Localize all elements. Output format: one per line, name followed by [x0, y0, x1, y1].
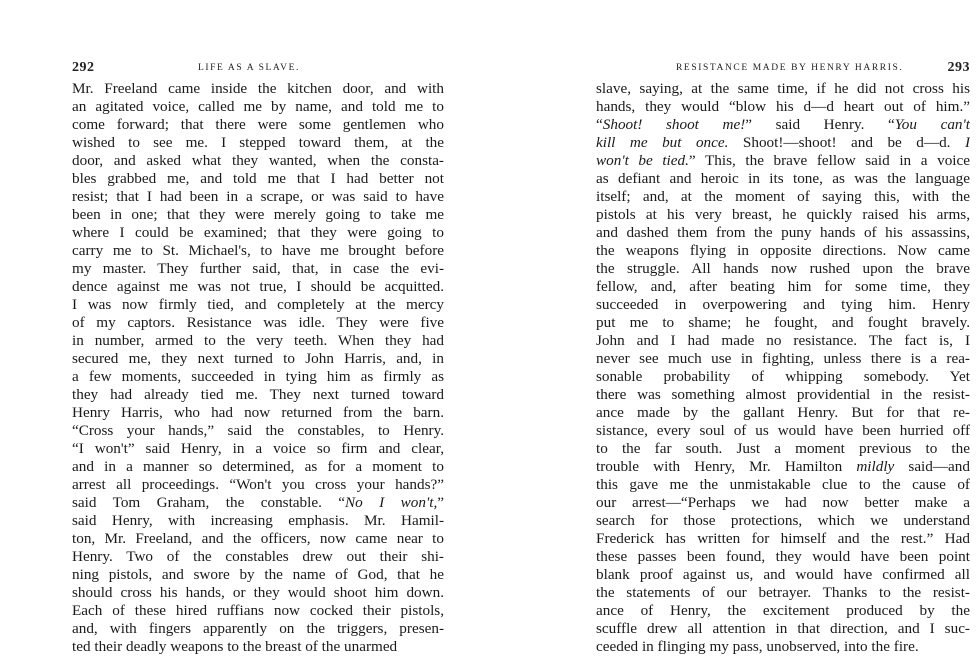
text-line: [596, 80, 970, 98]
text-segment: come forward; that there were some gentlemen who: [72, 116, 444, 133]
text-segment: “I won't” said Henry, in a voice so firm and clear,: [72, 440, 444, 457]
text-segment: said Henry, with increasing emphasis. Mr. Hamil-: [72, 512, 444, 529]
text-line: [596, 386, 970, 404]
text-line: [72, 404, 444, 422]
text-line: [596, 332, 970, 350]
text-segment: secured me, they next turned to John Harris, and, in: [72, 350, 444, 367]
text-line: [596, 422, 970, 440]
text-segment: said Tom Graham, the constable. “: [72, 494, 346, 511]
text-segment: dence against me was not true, I should be acquitted.: [72, 278, 444, 295]
text-segment: itself; and, at the moment of saying this, with the: [596, 188, 970, 205]
text-segment: to the far south. Just a moment previous to the: [596, 440, 970, 457]
text-segment: and dashed them from the puny hands of his assassins,: [596, 224, 970, 241]
text-segment: ” This, the brave fellow said in a voice: [688, 152, 970, 169]
text-line: [72, 170, 444, 188]
text-line: [596, 152, 970, 170]
text-line: [72, 566, 444, 584]
text-line: [596, 458, 970, 476]
text-line: [596, 530, 970, 548]
italic-text: won't be tied.: [596, 152, 689, 169]
text-segment: and in a manner so determined, as for a moment to: [72, 458, 444, 475]
text-line: [596, 296, 970, 314]
text-line: [596, 638, 970, 656]
text-segment: been in one; that they were merely going to take me: [72, 206, 444, 223]
text-line: [596, 188, 970, 206]
text-segment: scuffle drew all attention in that direction, and I suc-: [596, 620, 970, 637]
text-segment: and, with fingers apparently on the triggers, presen-: [72, 620, 444, 637]
text-line: [72, 422, 444, 440]
text-segment: John and I had made no resistance. The fact is, I: [596, 332, 970, 349]
text-line: [72, 134, 444, 152]
body-text: [596, 80, 970, 656]
text-line: [72, 116, 444, 134]
running-head: LIFE AS A SLAVE.: [198, 63, 300, 73]
italic-text: mildly: [856, 458, 895, 475]
text-segment: search for those protections, which we understand: [596, 512, 970, 529]
text-line: [596, 476, 970, 494]
text-line: [596, 278, 970, 296]
text-segment: ance made by the gallant Henry. But for that re-: [596, 404, 970, 421]
italic-text: You can't: [894, 116, 970, 133]
text-line: [596, 98, 970, 116]
italic-text: Shoot! shoot me!: [602, 116, 746, 133]
text-segment: door, and asked what they wanted, when the consta-: [72, 152, 444, 169]
text-segment: never see much use in fighting, unless there is a rea-: [596, 350, 970, 367]
text-line: [596, 566, 970, 584]
text-segment: this gave me the unmistakable clue to the cause of: [596, 476, 970, 493]
text-line: [72, 512, 444, 530]
text-line: [72, 98, 444, 116]
text-segment: Frederick has written for himself and the rest.” Had: [596, 530, 970, 547]
text-line: [72, 548, 444, 566]
text-line: [596, 620, 970, 638]
text-line: [72, 152, 444, 170]
text-segment: resist; that I had been in a scrape, or was said to have: [72, 188, 444, 205]
text-line: [72, 386, 444, 404]
text-segment: fellow, and, after beating him for some time, they: [596, 278, 970, 295]
text-line: [72, 350, 444, 368]
text-segment: the struggle. All hands now rushed upon the brave: [596, 260, 970, 277]
running-head: RESISTANCE MADE BY HENRY HARRIS.: [676, 63, 904, 73]
text-line: [72, 602, 444, 620]
text-segment: should cross his hands, or they would shoot him down.: [72, 584, 444, 601]
text-segment: where I could be examined; that they were going to: [72, 224, 444, 241]
text-line: [72, 296, 444, 314]
text-line: [72, 584, 444, 602]
text-line: [596, 116, 970, 134]
text-segment: pistols at his very breast, he quickly raised his arms,: [596, 206, 970, 223]
text-segment: they had already tied me. They next turned toward: [72, 386, 444, 403]
text-segment: of my captors. Resistance was idle. They were five: [72, 314, 444, 331]
text-line: [596, 260, 970, 278]
text-segment: slave, saying, at the same time, if he did not cross his: [596, 80, 970, 97]
text-segment: arrest all proceedings. “Won't you cross your hands?”: [72, 476, 444, 493]
text-line: [72, 494, 444, 512]
text-segment: my master. They further said, that, in case the evi-: [72, 260, 444, 277]
text-segment: said—and: [894, 458, 970, 475]
text-line: [72, 458, 444, 476]
text-line: [72, 620, 444, 638]
page-header: [596, 60, 970, 78]
text-segment: succeeded in overpowering and tying him. Henry: [596, 296, 970, 313]
page-header: [72, 60, 442, 78]
text-line: [596, 134, 970, 152]
text-line: [72, 314, 444, 332]
text-line: [72, 368, 444, 386]
text-line: [72, 278, 444, 296]
text-segment: ”: [437, 494, 444, 511]
text-segment: the weapons flying in opposite directions. Now came: [596, 242, 970, 259]
text-segment: I was now firmly tied, and completely at the mercy: [72, 296, 444, 313]
text-segment: Shoot!—shoot! and be d—d.: [728, 134, 965, 151]
text-line: [596, 548, 970, 566]
text-segment: there was something almost providential in the resist-: [596, 386, 970, 403]
text-line: [596, 242, 970, 260]
text-segment: Each of these hired ruffians now cocked their pistols,: [72, 602, 444, 619]
text-segment: an agitated voice, called me by name, and told me to: [72, 98, 444, 115]
body-text: [72, 80, 444, 656]
text-line: [596, 206, 970, 224]
text-segment: sonable probability of whipping somebody. Yet: [596, 368, 970, 385]
text-line: [596, 440, 970, 458]
text-line: [596, 494, 970, 512]
text-segment: as defiant and heroic in its tone, as was the language: [596, 170, 970, 187]
text-segment: carry me to St. Michael's, to have me brought before: [72, 242, 444, 259]
italic-text: I: [964, 134, 970, 151]
text-line: [72, 530, 444, 548]
text-segment: in number, armed to the very teeth. When they had: [72, 332, 444, 349]
text-line: [72, 188, 444, 206]
page-number: 293: [947, 60, 970, 75]
italic-text: kill me but once.: [596, 134, 729, 151]
text-segment: these passes been found, they would have been point: [596, 548, 970, 565]
text-segment: hands, they would “blow his d—d heart out of him.”: [596, 98, 970, 115]
text-line: [72, 332, 444, 350]
right-page: [490, 0, 980, 668]
text-line: [596, 404, 970, 422]
text-segment: our arrest—“Perhaps we had now better make a: [596, 494, 970, 511]
text-line: [72, 440, 444, 458]
text-line: [596, 170, 970, 188]
text-segment: ceeded in flinging my pass, unobserved, into the fire.: [596, 638, 919, 655]
italic-text: No I won't,: [345, 494, 438, 511]
text-segment: ning pistols, and swore by the name of God, that he: [72, 566, 444, 583]
text-segment: ted their deadly weapons to the breast of the unarmed: [72, 638, 398, 655]
text-segment: ton, Mr. Freeland, and the officers, now came near to: [72, 530, 444, 547]
text-line: [596, 368, 970, 386]
text-line: [596, 224, 970, 242]
text-segment: Henry. Two of the constables drew out their shi-: [72, 548, 444, 565]
text-segment: Henry Harris, who had now returned from the barn.: [72, 404, 444, 421]
text-segment: the statements of our betrayer. Thanks to the resist-: [596, 584, 970, 601]
text-line: [596, 512, 970, 530]
text-line: [72, 80, 444, 98]
text-segment: ” said Henry. “: [745, 116, 895, 133]
text-segment: “Cross your hands,” said the constables, to Henry.: [72, 422, 444, 439]
text-line: [72, 638, 444, 656]
text-segment: ance of Henry, the excitement produced by the: [596, 602, 970, 619]
text-line: [72, 260, 444, 278]
text-segment: trouble with Henry, Mr. Hamilton: [596, 458, 857, 475]
text-segment: wished to see me. I stepped toward them, at the: [72, 134, 444, 151]
text-segment: sistance, every soul of us would have been hurried off: [596, 422, 970, 439]
page-number: 292: [72, 60, 95, 75]
text-line: [72, 206, 444, 224]
text-line: [72, 242, 444, 260]
text-line: [596, 584, 970, 602]
text-segment: put me to shame; he fought, and fought bravely.: [596, 314, 970, 331]
text-line: [72, 224, 444, 242]
text-segment: blank proof against us, and would have confirmed all: [596, 566, 970, 583]
text-segment: “: [596, 116, 603, 133]
text-line: [596, 350, 970, 368]
text-line: [72, 476, 444, 494]
text-segment: a few moments, succeeded in tying him as firmly as: [72, 368, 444, 385]
text-segment: bles grabbed me, and told me that I had better not: [72, 170, 444, 187]
text-line: [596, 602, 970, 620]
text-line: [596, 314, 970, 332]
text-segment: Mr. Freeland came inside the kitchen door, and with: [72, 80, 444, 97]
